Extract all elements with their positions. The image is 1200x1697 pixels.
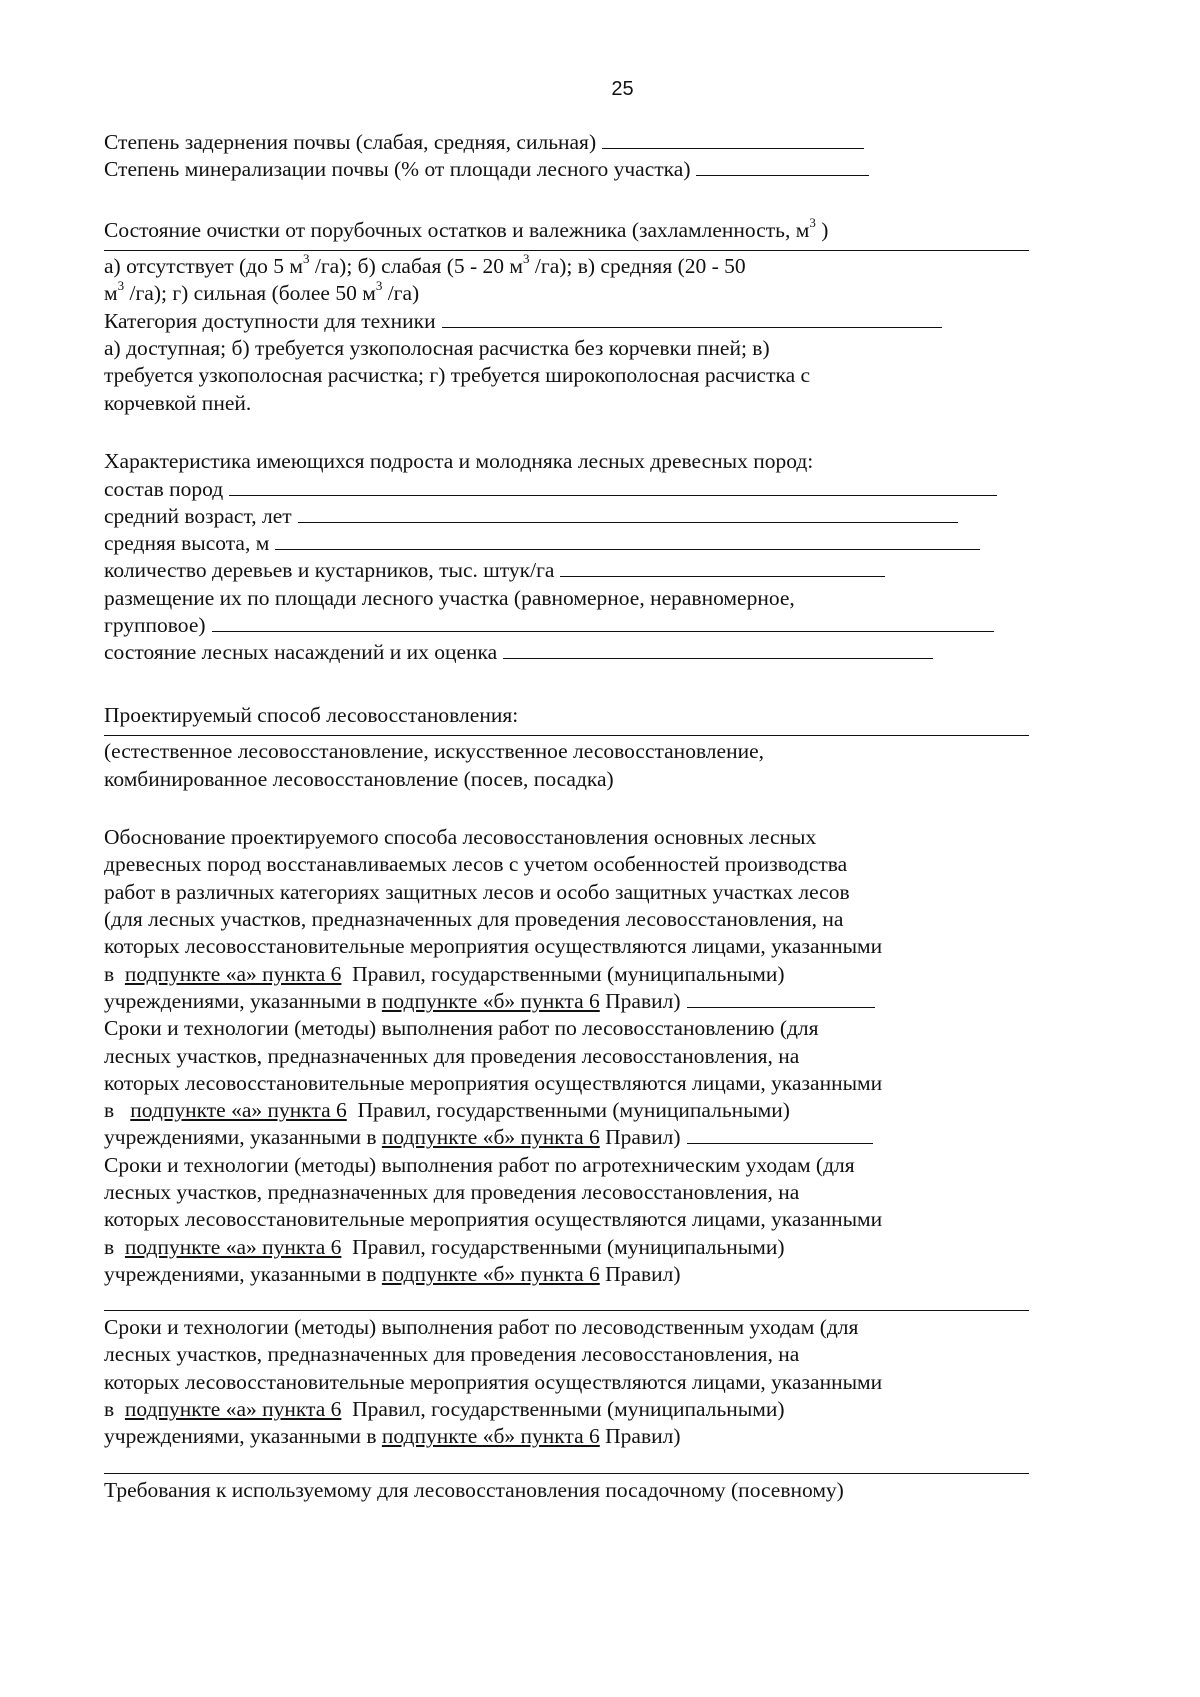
justification-field[interactable] bbox=[687, 990, 875, 1008]
composition-field[interactable] bbox=[229, 478, 997, 496]
placement-row-2 bbox=[104, 612, 1029, 639]
link-subpoint-a[interactable]: подпункте «а» пункта 6 bbox=[124, 961, 342, 986]
method-options-1: (естественное лесовосстановление, искусственное лесовосстановление, bbox=[104, 739, 765, 764]
reforestation-terms-4: в подпункте «а» пункта 6 Правил, государственными (муниципальными) bbox=[104, 1098, 790, 1123]
access-options-2: требуется узкополосная расчистка; г) требуется широкополосная расчистка с bbox=[104, 363, 811, 388]
placement-label: групповое) bbox=[104, 613, 206, 638]
agro-care-terms-1: Сроки и технологии (методы) выполнения работ по агротехническим уходам (для bbox=[104, 1152, 855, 1177]
stand-state-label: состояние лесных насаждений и их оценка bbox=[104, 640, 498, 665]
link-subpoint-a[interactable]: подпункте «а» пункта 6 bbox=[130, 1098, 347, 1123]
page-number: 25 bbox=[611, 78, 634, 100]
agro-care-terms-3: которых лесовосстановительные мероприятия осуществляются лицами, указанными bbox=[104, 1207, 883, 1232]
reforestation-terms-5: учреждениями, указанными в подпункте «б» пункта 6 Правил) bbox=[104, 1124, 1029, 1151]
stand-state-row bbox=[104, 639, 1029, 666]
sod-degree-field[interactable] bbox=[602, 131, 864, 149]
link-subpoint-b[interactable]: подпункте «б» пункта 6 bbox=[381, 988, 600, 1013]
method-field[interactable] bbox=[104, 735, 1029, 736]
clearing-options-line-2: $м^3$ /га); г) сильная (более 50 $м^3$ /га) bbox=[104, 278, 420, 306]
placement-field[interactable] bbox=[212, 614, 994, 632]
composition-row bbox=[104, 476, 1029, 503]
link-subpoint-b[interactable]: подпункте «б» пункта 6 bbox=[381, 1424, 600, 1449]
mineralization-row bbox=[104, 156, 1029, 183]
justification-line-5: которых лесовосстановительные мероприятия осуществляются лицами, указанными bbox=[104, 934, 883, 959]
silvi-care-terms-field[interactable] bbox=[104, 1473, 1029, 1474]
silvi-care-terms-3: которых лесовосстановительные мероприятия осуществляются лицами, указанными bbox=[104, 1369, 883, 1394]
justification-line-1: Обоснование проектируемого способа лесовосстановления основных лесных bbox=[104, 825, 817, 850]
mineralization-field[interactable] bbox=[696, 158, 869, 176]
justification-line-4: (для лесных участков, предназначенных для проведения лесовосстановления, на bbox=[104, 907, 844, 932]
justification-line-7: учреждениями, указанными в подпункте «б» пункта 6 Правил) bbox=[104, 988, 1029, 1015]
avg-height-field[interactable] bbox=[275, 532, 980, 550]
tree-count-label: количество деревьев и кустарников, тыс. штук/га bbox=[104, 558, 555, 583]
reforestation-terms-field[interactable] bbox=[687, 1126, 873, 1144]
agro-care-terms-field[interactable] bbox=[104, 1310, 1029, 1311]
agro-care-terms-2: лесных участков, предназначенных для проведения лесовосстановления, на bbox=[104, 1179, 800, 1204]
tree-count-row bbox=[104, 557, 1029, 584]
avg-height-row bbox=[104, 530, 1029, 557]
avg-age-row bbox=[104, 503, 1029, 530]
clearing-row bbox=[104, 214, 1029, 244]
link-subpoint-b[interactable]: подпункте «б» пункта 6 bbox=[381, 1261, 600, 1286]
link-subpoint-a[interactable]: подпункте «а» пункта 6 bbox=[124, 1234, 342, 1259]
sod-degree-label: Степень задернения почвы (слабая, средняя, сильная) bbox=[104, 130, 597, 154]
method-title: Проектируемый способ лесовосстановления: bbox=[104, 702, 519, 727]
reforestation-terms-2: лесных участков, предназначенных для проведения лесовосстановления, на bbox=[104, 1043, 800, 1068]
agro-care-terms-4: в подпункте «а» пункта 6 Правил, государственными (муниципальными) bbox=[104, 1234, 785, 1259]
method-options-2: комбинированное лесовосстановление (посев, посадка) bbox=[104, 766, 614, 791]
composition-label: состав пород bbox=[104, 476, 224, 501]
clearing-label: Состояние очистки от порубочных остатков и валежника (захламленность, $м^3$ ) bbox=[104, 214, 829, 242]
tree-count-field[interactable] bbox=[560, 559, 885, 577]
silvi-care-terms-1: Сроки и технологии (методы) выполнения работ по лесоводственным уходам (для bbox=[104, 1315, 859, 1340]
access-options-1: а) доступная; б) требуется узкополосная расчистка без корчевки пней; в) bbox=[104, 336, 770, 361]
reforestation-terms-1: Сроки и технологии (методы) выполнения работ по лесовосстановлению (для bbox=[104, 1016, 819, 1041]
placement-row-1: размещение их по площади лесного участка (равномерное, неравномерное, bbox=[104, 585, 795, 610]
silvi-care-terms-2: лесных участков, предназначенных для проведения лесовосстановления, на bbox=[104, 1342, 800, 1367]
clearing-field[interactable] bbox=[104, 250, 1029, 251]
planting-material-requirements: Требования к используемому для лесовосстановления посадочному (посевному) bbox=[104, 1477, 844, 1502]
avg-height-label: средняя высота, м bbox=[104, 531, 270, 556]
justification-line-6: в подпункте «а» пункта 6 Правил, государственными (муниципальными) bbox=[104, 961, 785, 986]
stand-state-field[interactable] bbox=[503, 641, 933, 659]
avg-age-field[interactable] bbox=[298, 505, 958, 523]
justification-line-2: древесных пород восстанавливаемых лесов с учетом особенностей производства bbox=[104, 852, 848, 877]
access-row bbox=[104, 308, 1029, 335]
silvi-care-terms-4: в подпункте «а» пункта 6 Правил, государственными (муниципальными) bbox=[104, 1397, 785, 1422]
clearing-options-line-1: а) отсутствует (до 5 $м^3$ /га); б) слабая (5 - 20 $м^3$ /га); в) средняя (20 - 50 bbox=[104, 251, 746, 279]
link-subpoint-b[interactable]: подпункте «б» пункта 6 bbox=[381, 1125, 600, 1150]
access-label: Категория доступности для техники bbox=[104, 308, 436, 333]
sod-degree-row bbox=[104, 129, 1029, 156]
access-field[interactable] bbox=[442, 310, 942, 328]
avg-age-label: средний возраст, лет bbox=[104, 503, 292, 528]
access-options-3: корчевкой пней. bbox=[104, 390, 252, 415]
link-subpoint-a[interactable]: подпункте «а» пункта 6 bbox=[124, 1397, 342, 1422]
reforestation-terms-3: которых лесовосстановительные мероприятия осуществляются лицами, указанными bbox=[104, 1070, 883, 1095]
agro-care-terms-5: учреждениями, указанными в подпункте «б» пункта 6 Правил) bbox=[104, 1261, 681, 1286]
silvi-care-terms-5: учреждениями, указанными в подпункте «б» пункта 6 Правил) bbox=[104, 1424, 681, 1449]
form-body bbox=[104, 129, 1029, 1504]
justification-line-3: работ в различных категориях защитных лесов и особо защитных участках лесов bbox=[104, 879, 850, 904]
mineralization-label: Степень минерализации почвы (% от площади лесного участка) bbox=[104, 157, 691, 182]
undergrowth-title: Характеристика имеющихся подроста и молодняка лесных древесных пород: bbox=[104, 449, 814, 474]
